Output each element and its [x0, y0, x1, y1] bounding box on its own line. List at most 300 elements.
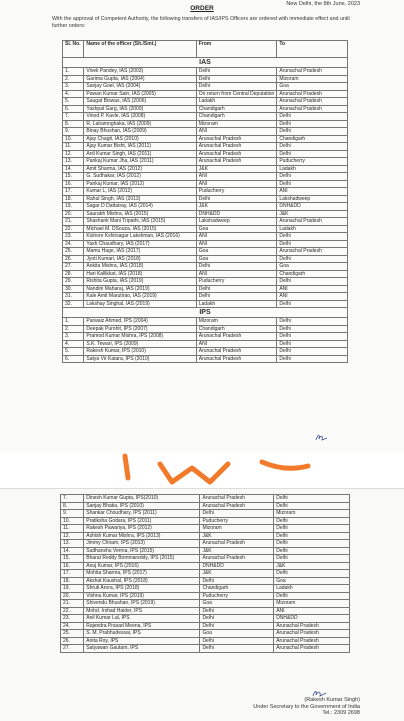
cell-to: Puducherry [277, 158, 348, 166]
cell-sl-no: 16. [63, 180, 84, 188]
cell-from: Mizoram [196, 318, 277, 326]
table-row [63, 340, 348, 348]
cell-from: Arunachal Pradesh [196, 158, 277, 166]
cell-sl-no: 12. [61, 532, 84, 540]
signatory-designation: Under Secretary to the Government of India [253, 703, 360, 710]
cell-to: Arunachal Pradesh [277, 218, 348, 226]
cell-officer-name: Amit Sharma, IAS (2012) [84, 165, 196, 173]
cell-officer-name: Satya Vir Katara, IPS (2010) [84, 355, 196, 363]
cell-to: DNH&DD [274, 615, 350, 623]
cell-from: Delhi [196, 285, 277, 293]
cell-to: Ladakh [274, 585, 350, 593]
cell-sl-no: 2. [63, 75, 84, 83]
cell-to: Goa [274, 577, 350, 585]
cell-to: ANI [277, 293, 348, 301]
table-row [63, 285, 348, 293]
cell-to: Delhi [274, 570, 350, 578]
cell-from: Puducherry [200, 517, 274, 525]
cell-from: On return from Central Deputation [196, 90, 277, 98]
table-row [63, 188, 348, 196]
cell-sl-no: 12. [63, 150, 84, 158]
cell-to: Arunachal Pradesh [277, 68, 348, 76]
cell-officer-name: Ajay Kumar Bisht, IAS (2011) [84, 143, 196, 151]
table-row [63, 248, 348, 256]
cell-to: J&K [277, 210, 348, 218]
cell-to: Delhi [274, 532, 350, 540]
table-header-row [63, 41, 348, 58]
cell-sl-no: 4. [63, 340, 84, 348]
cell-officer-name: Yashpal Garg, IAS (2009) [84, 105, 196, 113]
cell-sl-no: 18. [61, 577, 84, 585]
cell-to: Ladakh [277, 165, 348, 173]
cell-to: Delhi [277, 333, 348, 341]
cell-officer-name: Rakesh Kumar, IPS (2010) [84, 348, 196, 356]
table-row [61, 622, 350, 630]
table-row [61, 607, 350, 615]
cell-from: Mizoram [200, 525, 274, 533]
table-row [63, 278, 348, 286]
header-officer-name: Name of the officer (Sh./Smt.) [84, 41, 196, 58]
cell-sl-no: 9. [63, 128, 84, 136]
cell-to: Delhi [277, 113, 348, 121]
cell-sl-no: 28. [63, 270, 84, 278]
cell-from: Chandigarh [196, 113, 277, 121]
cell-sl-no: 14. [61, 547, 84, 555]
cell-officer-name: Garima Gupta, IAS (2004) [84, 75, 196, 83]
table-row [61, 585, 350, 593]
order-intro: With the approval of Competent Authority, the following transfers of IAS/IPS Officers are ordered with immediate effect and until further orders: [52, 16, 350, 29]
header-to: To [277, 41, 348, 58]
cell-officer-name: Michael M. DSouza, IAS (2015) [84, 225, 196, 233]
cell-to: Delhi [277, 300, 348, 308]
section-heading: IAS [63, 58, 348, 68]
table-row [61, 570, 350, 578]
cell-to: ANI [274, 607, 350, 615]
cell-sl-no: 11. [61, 525, 84, 533]
cell-officer-name: Anil Kumar Singh, IAS (2011) [84, 150, 196, 158]
table-row [61, 630, 350, 638]
cell-sl-no: 15. [63, 173, 84, 181]
cell-officer-name: Vivek Pandey, IAS (2003) [84, 68, 196, 76]
cell-from: Delhi [200, 577, 274, 585]
cell-officer-name: Pankaj Kumar Jha, IAS (2011) [84, 158, 196, 166]
cell-sl-no: 21. [61, 600, 84, 608]
header-sl-no: SI. No. [63, 41, 84, 58]
cell-from: Arunachal Pradesh [200, 495, 274, 503]
cell-sl-no: 13. [61, 540, 84, 548]
cell-sl-no: 10. [63, 135, 84, 143]
table-row [63, 355, 348, 363]
table-row [61, 502, 350, 510]
cell-to: Delhi [274, 502, 350, 510]
cell-sl-no: 19. [63, 203, 84, 211]
cell-sl-no: 22. [63, 225, 84, 233]
cell-to: Chandigarh [277, 270, 348, 278]
cell-from: Delhi [200, 622, 274, 630]
cell-officer-name: Saurabh Mishra, IAS (2015) [84, 210, 196, 218]
cell-from: Delhi [196, 195, 277, 203]
header-from: From [196, 41, 277, 58]
table-row [63, 143, 348, 151]
cell-sl-no: 11. [63, 143, 84, 151]
table-row [63, 318, 348, 326]
table-row [63, 158, 348, 166]
cell-sl-no: 3. [63, 83, 84, 91]
section-row [63, 58, 348, 68]
cell-officer-name: Saugat Biswas, IAS (2006) [84, 98, 196, 106]
signatory-tel: Tel.: 2309 2698 [322, 710, 360, 717]
cell-to: Delhi [274, 540, 350, 548]
cell-from: Delhi [196, 75, 277, 83]
table-row [61, 510, 350, 518]
cell-to: Delhi [277, 143, 348, 151]
cell-sl-no: 27. [61, 645, 84, 653]
cell-officer-name: R. Lalramnghaka, IAS (2009) [84, 120, 196, 128]
cell-sl-no: 9. [61, 510, 84, 518]
cell-sl-no: 20. [61, 592, 84, 600]
transfer-table-page-1 [62, 40, 348, 363]
cell-to: Delhi [277, 325, 348, 333]
cell-sl-no: 29. [63, 278, 84, 286]
cell-officer-name: Vinod P. Kavle, IAS (2008) [84, 113, 196, 121]
cell-officer-name: Ankita Mishra, IAS (2018) [84, 263, 196, 271]
cell-from: Goa [200, 630, 274, 638]
cell-to: Delhi [277, 180, 348, 188]
cell-from: Delhi [200, 637, 274, 645]
cell-sl-no: 10. [61, 517, 84, 525]
table-body-page-2 [61, 495, 350, 653]
cell-from: Arunachal Pradesh [200, 540, 274, 548]
table-row [63, 348, 348, 356]
cell-officer-name: Rahul Singh, IAS (2013) [84, 195, 196, 203]
table-row [61, 592, 350, 600]
cell-to: Delhi [274, 525, 350, 533]
cell-sl-no: 1. [63, 318, 84, 326]
table-row [61, 525, 350, 533]
table-row [63, 300, 348, 308]
cell-officer-name: S. M. Prabhudessai, IPS [84, 630, 200, 638]
cell-officer-name: Ashish Kumar Mishra, IPS (2013) [84, 532, 200, 540]
table-row [61, 540, 350, 548]
cell-to: Arunachal Pradesh [274, 637, 350, 645]
cell-officer-name: Shruti Arora, IPS (2018) [84, 585, 200, 593]
cell-officer-name: Anita Roy, IPS [84, 637, 200, 645]
cell-to: Delhi [277, 340, 348, 348]
cell-to: ANI [277, 188, 348, 196]
cell-from: Goa [196, 225, 277, 233]
cell-officer-name: Mohd. Irshad Haider, IPS [84, 607, 200, 615]
cell-to: Delhi [277, 120, 348, 128]
cell-sl-no: 30. [63, 285, 84, 293]
cell-from: Chandigarh [196, 105, 277, 113]
cell-officer-name: Nandini Maharaj, IAS (2019) [84, 285, 196, 293]
orange-scribble [0, 452, 404, 488]
cell-sl-no: 18. [63, 195, 84, 203]
cell-from: ANI [196, 128, 277, 136]
cell-from: ANI [196, 173, 277, 181]
cell-to: Arunachal Pradesh [274, 630, 350, 638]
table-row [63, 98, 348, 106]
cell-from: J&K [200, 547, 274, 555]
cell-officer-name: Yash Chaudhary, IAS (2017) [84, 240, 196, 248]
cell-officer-name: Kale Amit Marutirao, IAS (2019) [84, 293, 196, 301]
cell-sl-no: 5. [63, 348, 84, 356]
table-row [63, 75, 348, 83]
table-row [63, 270, 348, 278]
cell-from: Puducherry [200, 592, 274, 600]
table-row [63, 203, 348, 211]
cell-sl-no: 7. [61, 495, 84, 503]
cell-from: Arunachal Pradesh [196, 355, 277, 363]
cell-sl-no: 21. [63, 218, 84, 226]
cell-to: Delhi [277, 318, 348, 326]
cell-to: Delhi [274, 547, 350, 555]
cell-from: Mizoram [196, 120, 277, 128]
table-row [63, 293, 348, 301]
table-row [63, 210, 348, 218]
cell-officer-name: Sanjay Goel, IAS (2004) [84, 83, 196, 91]
cell-sl-no: 24. [63, 240, 84, 248]
cell-sl-no: 17. [63, 188, 84, 196]
table-row [61, 637, 350, 645]
cell-from: J&K [200, 570, 274, 578]
cell-officer-name: Pratiksha Godara, IPS (2011) [84, 517, 200, 525]
cell-to: Goa [277, 263, 348, 271]
table-row [63, 233, 348, 241]
cell-to: Delhi [277, 233, 348, 241]
cell-from: Ladakh [196, 98, 277, 106]
table-row [63, 255, 348, 263]
cell-sl-no: 15. [61, 555, 84, 563]
table-row [61, 562, 350, 570]
table-row [63, 180, 348, 188]
signatory-name: (Rakesh Kumar Singh) [304, 697, 360, 703]
cell-officer-name: S.K. Tewari, IPS (2009) [84, 340, 196, 348]
cell-from: Delhi [200, 510, 274, 518]
cell-to: Delhi [274, 555, 350, 563]
cell-to: Lakshadweep [277, 195, 348, 203]
cell-from: Ladakh [196, 300, 277, 308]
cell-to: Delhi [274, 495, 350, 503]
cell-to: Arunachal Pradesh [277, 90, 348, 98]
table-row [63, 135, 348, 143]
cell-from: DNH&DD [196, 210, 277, 218]
table-row [61, 495, 350, 503]
cell-officer-name: Pankaj Kumar, IAS (2012) [84, 180, 196, 188]
cell-sl-no: 16. [61, 562, 84, 570]
cell-officer-name: Sudhanshu Verma, IPS (2015) [84, 547, 200, 555]
cell-from: ANI [196, 233, 277, 241]
order-title: ORDER [190, 5, 214, 12]
cell-to: Ladakh [277, 225, 348, 233]
cell-officer-name: Kumar L, IAS (2012) [84, 188, 196, 196]
cell-officer-name: Pawan Kumar Sain, IAS (2005) [84, 90, 196, 98]
cell-to: Goa [277, 83, 348, 91]
cell-to: Mizoram [274, 510, 350, 518]
cell-sl-no: 7. [63, 113, 84, 121]
cell-from: Arunachal Pradesh [196, 135, 277, 143]
table-row [63, 83, 348, 91]
cell-sl-no: 25. [61, 630, 84, 638]
cell-from: Arunachal Pradesh [196, 143, 277, 151]
table-row [63, 90, 348, 98]
cell-officer-name: Hari Kallikkat, IAS (2018) [84, 270, 196, 278]
cell-to: Arunachal Pradesh [277, 248, 348, 256]
cell-officer-name: Rajendra Prasad Meena, IPS [84, 622, 200, 630]
cell-from: DNH&DD [200, 562, 274, 570]
cell-officer-name: Vishnu Kumar, IPS (2019) [84, 592, 200, 600]
cell-to: Delhi [277, 173, 348, 181]
table-row [61, 645, 350, 653]
cell-officer-name: Akshat Kaushal, IPS (2018) [84, 577, 200, 585]
cell-to: Mizoram [277, 75, 348, 83]
cell-to: DNH&DD [277, 203, 348, 211]
cell-to: Arunachal Pradesh [277, 105, 348, 113]
cell-sl-no: 19. [61, 585, 84, 593]
cell-from: Delhi [200, 615, 274, 623]
cell-officer-name: Sanjay Bhatia, IPS (2010) [84, 502, 200, 510]
cell-to: Chandigarh [277, 135, 348, 143]
cell-sl-no: 32. [63, 300, 84, 308]
cell-officer-name: Anuj Kumar, IPS (2016) [84, 562, 200, 570]
cell-sl-no: 27. [63, 263, 84, 271]
cell-sl-no: 6. [63, 355, 84, 363]
cell-officer-name: Rishita Gupta, IAS (2019) [84, 278, 196, 286]
cell-sl-no: 26. [61, 637, 84, 645]
cell-sl-no: 31. [63, 293, 84, 301]
transfer-table-page-2 [60, 494, 350, 653]
cell-officer-name: Shivendu Bhushan, IPS (2019) [84, 600, 200, 608]
cell-to: J&K [274, 562, 350, 570]
cell-sl-no: 1. [63, 68, 84, 76]
cell-from: Arunachal Pradesh [196, 333, 277, 341]
cell-officer-name: Anil Kumar Lal, IPS [84, 615, 200, 623]
cell-sl-no: 8. [61, 502, 84, 510]
signature-mark-page-1 [315, 432, 329, 442]
cell-sl-no: 24. [61, 622, 84, 630]
table-row [61, 547, 350, 555]
cell-from: ANI [196, 340, 277, 348]
cell-officer-name: Parwaiz Ahmed, IPS (2004) [84, 318, 196, 326]
cell-sl-no: 23. [63, 233, 84, 241]
cell-officer-name: Bharat Reddy Bommareddy, IPS (2015) [84, 555, 200, 563]
cell-from: Delhi [196, 293, 277, 301]
table-row [63, 195, 348, 203]
table-row [63, 150, 348, 158]
cell-from: Chandigarh [196, 325, 277, 333]
cell-from: J&K [200, 532, 274, 540]
cell-officer-name: Sagar D Dattatray, IAS (2014) [84, 203, 196, 211]
cell-sl-no: 14. [63, 165, 84, 173]
cell-from: Arunachal Pradesh [200, 555, 274, 563]
cell-from: Delhi [200, 645, 274, 653]
order-date: New Delhi, the 8th June, 2023 [286, 1, 360, 7]
cell-from: Delhi [196, 263, 277, 271]
table-row [63, 120, 348, 128]
cell-to: Arunachal Pradesh [274, 645, 350, 653]
cell-from: Goa [196, 248, 277, 256]
cell-from: Puducherry [196, 188, 277, 196]
cell-sl-no: 23. [61, 615, 84, 623]
cell-to: Arunachal Pradesh [274, 622, 350, 630]
cell-to: Delhi [277, 348, 348, 356]
table-row [61, 517, 350, 525]
cell-to: Delhi [274, 592, 350, 600]
cell-to: Mizoram [274, 600, 350, 608]
cell-sl-no: 5. [63, 98, 84, 106]
cell-from: Arunachal Pradesh [196, 150, 277, 158]
cell-from: Delhi [196, 83, 277, 91]
cell-from: Arunachal Pradesh [200, 502, 274, 510]
table-row [63, 165, 348, 173]
cell-from: J&K [196, 165, 277, 173]
table-row [63, 173, 348, 181]
table-row [63, 113, 348, 121]
cell-from: ANI [196, 270, 277, 278]
cell-to: Arunachal Pradesh [277, 98, 348, 106]
cell-officer-name: Mohita Sharma, IPS (2017) [84, 570, 200, 578]
table-row [61, 532, 350, 540]
cell-officer-name: Ajay Chagti, IAS (2010) [84, 135, 196, 143]
section-heading: IPS [63, 308, 348, 318]
cell-officer-name: G. Sudhakar, IAS (2012) [84, 173, 196, 181]
table-row [61, 600, 350, 608]
table-row [63, 240, 348, 248]
table-row [63, 325, 348, 333]
table-row [61, 615, 350, 623]
table-row [61, 577, 350, 585]
cell-officer-name: Jimmy Chiram, IPS (2013) [84, 540, 200, 548]
cell-to: ANI [277, 285, 348, 293]
cell-from: Goa [200, 600, 274, 608]
cell-officer-name: Jyoti Kumari, IAS (2018) [84, 255, 196, 263]
cell-to: Delhi [277, 255, 348, 263]
cell-to: Delhi [277, 150, 348, 158]
cell-sl-no: 8. [63, 120, 84, 128]
table-row [63, 128, 348, 136]
cell-from: J&K [196, 203, 277, 211]
cell-to: Delhi [277, 355, 348, 363]
table-row [63, 263, 348, 271]
signatory-block [210, 697, 360, 717]
cell-sl-no: 2. [63, 325, 84, 333]
cell-from: Delhi [196, 68, 277, 76]
cell-sl-no: 22. [61, 607, 84, 615]
cell-from: Arunachal Pradesh [196, 348, 277, 356]
cell-from: ANI [196, 240, 277, 248]
table-row [63, 68, 348, 76]
cell-officer-name: Shankar Choudhary, IPS (2011) [84, 510, 200, 518]
cell-from: Goa [196, 255, 277, 263]
cell-officer-name: Pramod Kumar Mishra, IPS (2008) [84, 333, 196, 341]
section-row [63, 308, 348, 318]
cell-sl-no: 13. [63, 158, 84, 166]
cell-sl-no: 20. [63, 210, 84, 218]
cell-officer-name: Dinesh Kumar Gupta, IPS(2010) [84, 495, 200, 503]
cell-officer-name: Shashank Mani Tripathi, IAS (2015) [84, 218, 196, 226]
cell-officer-name: Deepak Purohit, IPS (2007) [84, 325, 196, 333]
cell-officer-name: Satyawan Gautam, IPS [84, 645, 200, 653]
cell-from: ANI [196, 180, 277, 188]
cell-to: Delhi [277, 278, 348, 286]
cell-from: Chandigarh [200, 585, 274, 593]
cell-sl-no: 4. [63, 90, 84, 98]
cell-officer-name: Rakesh Pawariya, IPS (2012) [84, 525, 200, 533]
table-row [63, 225, 348, 233]
cell-sl-no: 17. [61, 570, 84, 578]
table-row [63, 105, 348, 113]
cell-officer-name: Lakshay Singhal, IAS (2019) [84, 300, 196, 308]
